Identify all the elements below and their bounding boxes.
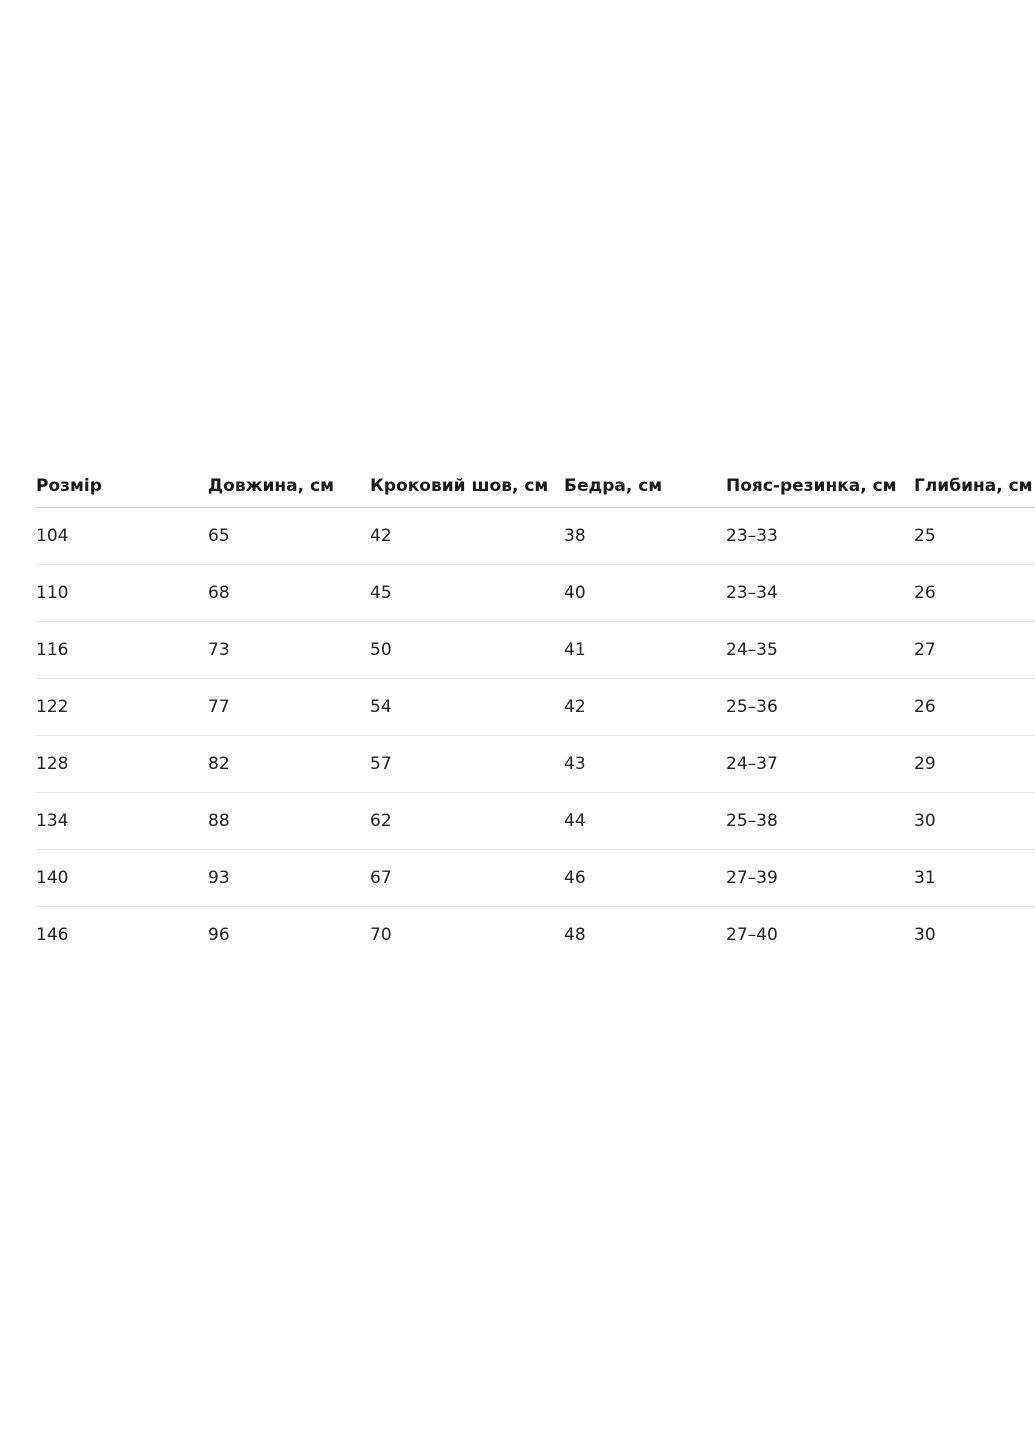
cell-inseam: 70 [370, 925, 392, 945]
cell-waistband: 23–33 [726, 508, 914, 565]
cell-waistband: 23–34 [726, 565, 914, 622]
cell-inseam: 50 [370, 622, 564, 679]
cell-rise-depth: 30 [914, 925, 936, 945]
table-body [36, 508, 1035, 964]
cell-hips: 43 [564, 736, 726, 793]
cell-length: 73 [208, 622, 370, 679]
cell-inseam: 57 [370, 736, 564, 793]
table-row [36, 565, 1035, 622]
cell-waistband: 25–36 [726, 679, 914, 736]
cell-length: 88 [208, 793, 370, 850]
cell-inseam: 42 [370, 508, 564, 565]
table-row [36, 736, 1035, 793]
cell-rise-depth: 27 [914, 622, 1035, 679]
cell-rise-depth: 25 [914, 508, 1035, 565]
cell-inseam: 54 [370, 679, 564, 736]
table-row [36, 793, 1035, 850]
cell-hips: 42 [564, 679, 726, 736]
cell-rise-depth: 26 [914, 679, 1035, 736]
cell-length: 82 [208, 736, 370, 793]
table-row [36, 679, 1035, 736]
table-row [36, 508, 1035, 565]
cell-waistband: 25–38 [726, 793, 914, 850]
table-row [36, 850, 1035, 907]
header-inseam: Кроковий шов, см [370, 465, 564, 508]
cell-hips: 44 [564, 793, 726, 850]
cell-waistband: 27–40 [726, 925, 778, 945]
header-size: Розмір [36, 465, 208, 508]
cell-inseam: 67 [370, 850, 564, 907]
cell-rise-depth: 30 [914, 793, 1035, 850]
cell-rise-depth: 26 [914, 565, 1035, 622]
cell-size: 140 [36, 850, 208, 907]
cell-length: 77 [208, 679, 370, 736]
cell-waistband: 27–39 [726, 850, 914, 907]
cell-hips: 40 [564, 565, 726, 622]
header-waistband: Пояс-резинка, см [726, 465, 914, 508]
cell-length: 68 [208, 565, 370, 622]
table-row [36, 907, 1035, 964]
cell-size: 122 [36, 679, 208, 736]
header-length: Довжина, см [208, 465, 370, 508]
header-row [36, 465, 1035, 508]
cell-hips: 48 [564, 925, 586, 945]
header-rise-depth: Глибина, см [914, 465, 1035, 508]
table-row [36, 622, 1035, 679]
cell-waistband: 24–35 [726, 622, 914, 679]
cell-size: 110 [36, 565, 208, 622]
cell-hips: 41 [564, 622, 726, 679]
cell-inseam: 45 [370, 565, 564, 622]
cell-waistband: 24–37 [726, 736, 914, 793]
cell-hips: 46 [564, 850, 726, 907]
cell-size: 128 [36, 736, 208, 793]
cell-length: 93 [208, 850, 370, 907]
cell-rise-depth: 31 [914, 850, 1035, 907]
cell-inseam: 62 [370, 793, 564, 850]
cell-hips: 38 [564, 508, 726, 565]
cell-size: 104 [36, 508, 208, 565]
cell-length: 65 [208, 508, 370, 565]
header-hips: Бедра, см [564, 465, 726, 508]
size-chart-table [36, 465, 1035, 963]
table-header [36, 465, 1035, 508]
cell-size: 134 [36, 793, 208, 850]
cell-length: 96 [208, 925, 230, 945]
cell-size: 146 [36, 925, 69, 945]
cell-rise-depth: 29 [914, 736, 1035, 793]
cell-size: 116 [36, 622, 208, 679]
